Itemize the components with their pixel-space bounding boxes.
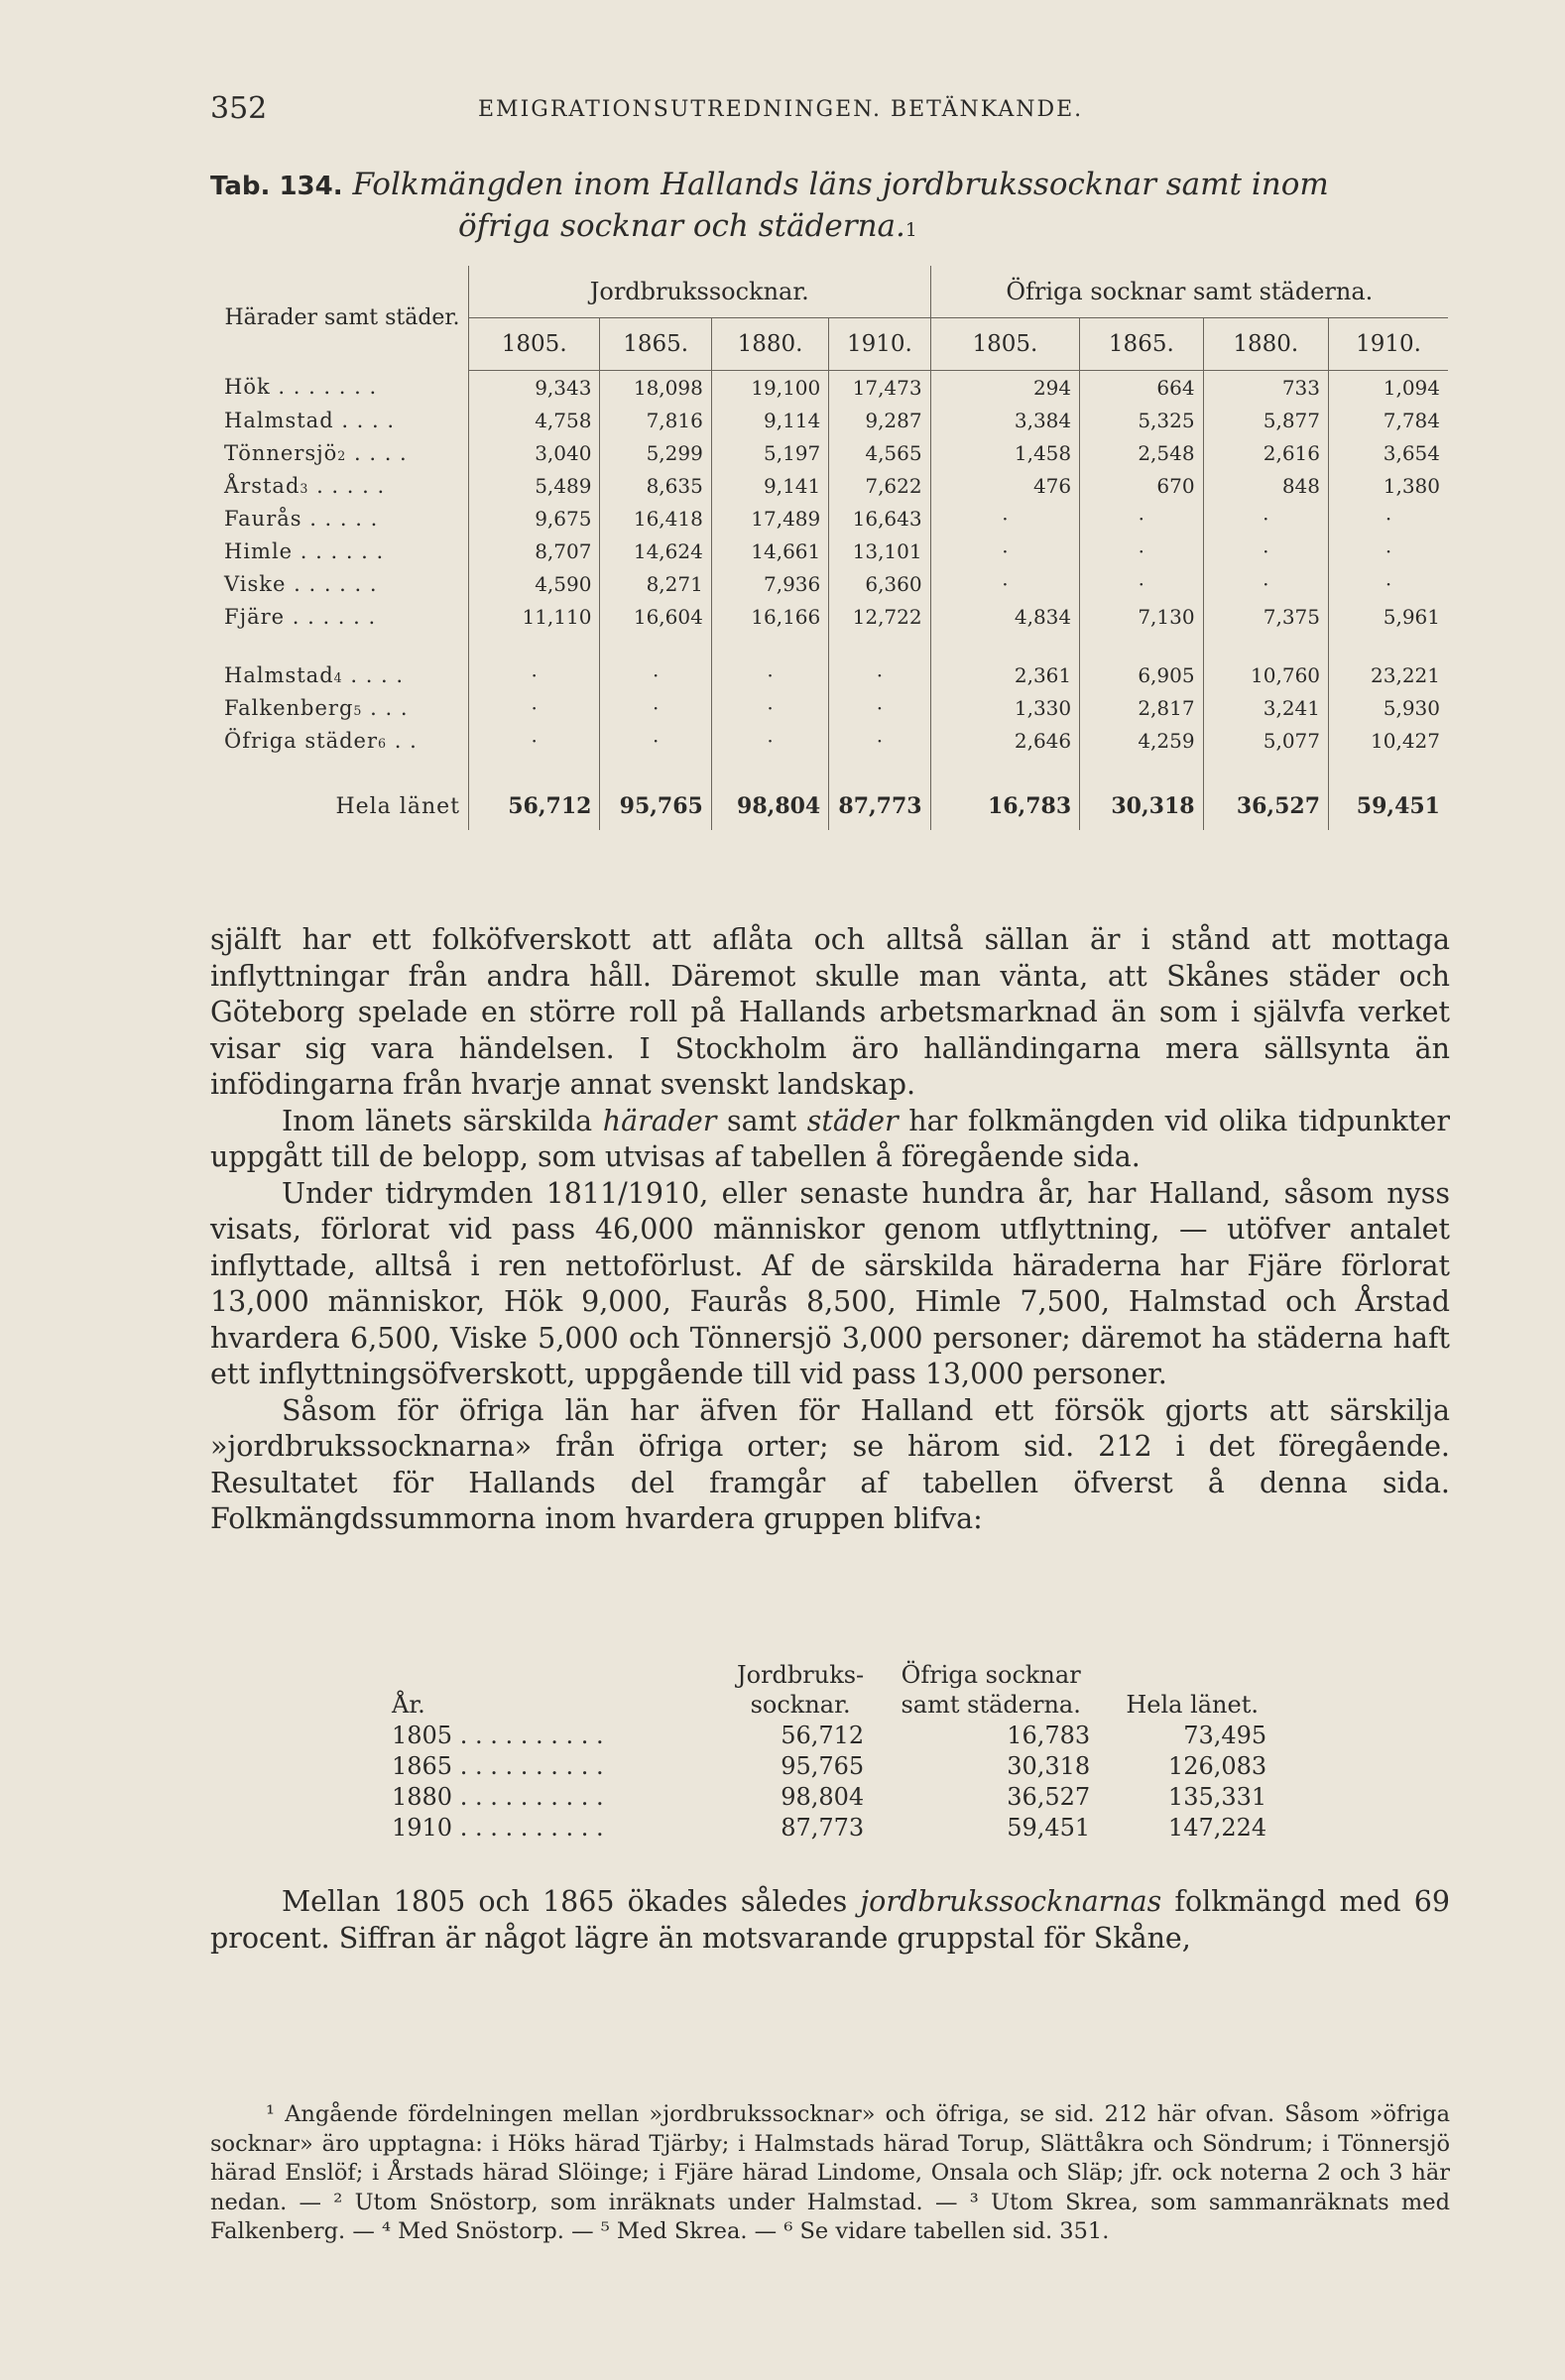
table-cell: 5,877 [1203,404,1328,436]
table-cell: · [930,502,1080,535]
group-header-ofriga: Öfriga socknar samt städerna. [930,266,1448,318]
table-title-line1: Folkmängden inom Hallands läns jordbrukssocknar samt inom [352,167,1329,202]
table-title-line2: öfriga socknar och städerna. [458,208,905,244]
summary-cell: 73,495 [1183,1721,1267,1749]
table-cell: · [1203,535,1328,567]
summary-cell: 147,224 [1167,1813,1267,1842]
year-header: 1865. [600,318,711,371]
table-cell: 8,707 [468,535,599,567]
table-cell: 6,360 [829,567,930,600]
footnote-rule [210,2078,1450,2082]
paragraph: Inom länets särskilda härader samt städer har folkmängden vid olika tidpunkter uppgått till de belopp, som utvisas af tabellen å föregående sida. [210,1104,1451,1173]
table-cell: · [600,658,711,691]
table-cell: 7,130 [1080,600,1203,633]
table-label: Tab. 134. [210,172,343,201]
body-text-continued [210,1884,1450,1957]
table-cell: · [711,691,828,724]
table-cell: 1,330 [930,691,1080,724]
row-label: Halmstad$^4$ . . . . [224,662,405,687]
table-cell: 59,451 [1329,782,1448,830]
table-cell: 7,784 [1329,404,1448,436]
table-row [216,502,1448,535]
year-header: 1865. [1080,318,1203,371]
summary-year: 1910 . . . . . . . . . . [392,1813,604,1842]
table-cell: 13,101 [829,535,930,567]
table-cell: 4,590 [468,567,599,600]
table-cell: · [600,691,711,724]
table-cell: 5,325 [1080,404,1203,436]
row-label: Falkenberg$^5$ . . . [224,695,409,720]
table-row [216,691,1448,724]
table-cell: 16,643 [829,502,930,535]
summary-table [392,1646,1280,1843]
table-cell: 10,760 [1203,658,1328,691]
running-title: EMIGRATIONSUTREDNINGEN. BETÄNKANDE. [478,97,1084,122]
table-cell: · [468,691,599,724]
table-cell: 19,100 [711,371,828,405]
table-cell: 98,804 [711,782,828,830]
footnote-ref: 1 [904,220,917,241]
table-cell: 36,527 [1203,782,1328,830]
table-cell: 5,489 [468,469,599,502]
table-cell: 848 [1203,469,1328,502]
table-cell: 1,380 [1329,469,1448,502]
summary-row [392,1750,1280,1781]
year-header: 1880. [1203,318,1328,371]
paragraph: Mellan 1805 och 1865 ökades således jordbrukssocknarnas folkmängd med 69 procent. Siffran är något lägre än motsvarande gruppstal för Skåne, [210,1885,1450,1955]
table-cell: · [930,535,1080,567]
table-cell: 12,722 [829,600,930,633]
table-cell: 23,221 [1329,658,1448,691]
table-cell: 2,817 [1080,691,1203,724]
table-row [216,567,1448,600]
footnote-text: ¹ Angående fördelningen mellan »jordbrukssocknar» och öfriga, se sid. 212 här ofvan. Såsom »öfriga socknar» äro upptagna: i Höks härad Tjärby; i Halmstads härad Torup, Slättåkra och Söndrum; i Tönnersjö härad Enslöf; i Årstads härad Slöinge; i Fjäre härad Lindome, Onsala och Släp; jfr. ock noterna 2 och 3 här nedan. — ² Utom Snöstorp, som inräknats under Halmstad. — ³ Utom Skrea, som sammanräknats med Falkenberg. — ⁴ Med Snöstorp. — ⁵ Med Skrea. — ⁶ Se vidare tabellen sid. 351. [210,2101,1450,2244]
table-cell: · [1329,535,1448,567]
population-table [216,266,1448,830]
table-cell: 1,458 [930,436,1080,469]
row-label: Fjäre . . . . . . [224,604,377,629]
table-row [216,724,1448,757]
table-cell: 6,905 [1080,658,1203,691]
table-cell: · [1329,502,1448,535]
table-row [216,658,1448,691]
table-cell: 9,114 [711,404,828,436]
table-cell: 2,361 [930,658,1080,691]
table-cell: 3,654 [1329,436,1448,469]
table-cell: 9,343 [468,371,599,405]
table-caption [210,165,1460,246]
summary-row [392,1781,1280,1812]
table-cell: 18,098 [600,371,711,405]
table-cell: 4,565 [829,436,930,469]
summary-cell: 30,318 [1007,1751,1091,1780]
table-cell: 7,375 [1203,600,1328,633]
table-cell: · [711,658,828,691]
table-cell: 11,110 [468,600,599,633]
row-label: Viske . . . . . . [224,571,378,596]
row-label: Hök . . . . . . . [224,375,378,400]
summary-header-ofriga: Öfriga socknar samt städerna. [901,1661,1081,1719]
table-cell: 294 [930,371,1080,405]
year-header: 1805. [468,318,599,371]
table-cell: · [1080,535,1203,567]
table-row [216,782,1448,830]
table-cell: 1,094 [1329,371,1448,405]
year-header: 1910. [829,318,930,371]
table-cell: 9,675 [468,502,599,535]
table-cell: 17,489 [711,502,828,535]
summary-row [392,1720,1280,1750]
year-header: 1805. [930,318,1080,371]
table-cell: · [1080,567,1203,600]
table-cell: 670 [1080,469,1203,502]
table-cell: 16,166 [711,600,828,633]
table-cell: 664 [1080,371,1203,405]
body-text [210,922,1450,1538]
table-cell: 4,259 [1080,724,1203,757]
summary-year: 1805 . . . . . . . . . . [392,1721,604,1749]
table-cell: 9,287 [829,404,930,436]
summary-cell: 98,804 [781,1782,865,1811]
table-cell: 9,141 [711,469,828,502]
table-cell: 3,384 [930,404,1080,436]
table-cell: 87,773 [829,782,930,830]
footnotes [210,2100,1450,2247]
table-cell: · [711,724,828,757]
table-cell: 30,318 [1080,782,1203,830]
row-label: Halmstad . . . . [224,408,396,432]
table-cell: 14,661 [711,535,828,567]
table-cell: · [829,691,930,724]
table-cell: 7,622 [829,469,930,502]
table-cell: 3,040 [468,436,599,469]
table-cell: 16,418 [600,502,711,535]
summary-cell: 87,773 [781,1813,865,1842]
table-cell: · [468,724,599,757]
summary-row [392,1812,1280,1843]
paragraph: Såsom för öfriga län har äfven för Halland ett försök gjorts att särskilja »jordbrukssocknarna» från öfriga orter; se härom sid. 212 i det föregående. Resultatet för Hallands del framgår af tabellen öfverst å denna sida. Folkmängdssummorna inom hvardera gruppen blifva: [210,1393,1450,1535]
summary-cell: 36,527 [1007,1782,1091,1811]
table-cell: 16,783 [930,782,1080,830]
row-label: Årstad$^3$ . . . . . [224,473,386,498]
row-label: Hela länet [335,793,460,819]
table-cell: 7,936 [711,567,828,600]
table-cell: 16,604 [600,600,711,633]
table-cell: 7,816 [600,404,711,436]
table-cell: 476 [930,469,1080,502]
summary-cell: 95,765 [781,1751,865,1780]
table-cell: · [1203,502,1328,535]
table-cell: 10,427 [1329,724,1448,757]
column-header-name: Härader samt städer. [224,304,460,330]
table-cell: · [829,724,930,757]
table-cell: · [829,658,930,691]
summary-header-jordbruk: Jordbruks- socknar. [737,1661,865,1719]
summary-header-year: År. [392,1691,425,1719]
table-cell: · [1203,567,1328,600]
table-row [216,371,1448,405]
table-row [216,469,1448,502]
table-cell: 5,299 [600,436,711,469]
table-cell: 56,712 [468,782,599,830]
table-cell: · [468,658,599,691]
group-header-jordbruk: Jordbrukssocknar. [468,266,930,318]
summary-cell: 16,783 [1007,1721,1091,1749]
summary-header-hela: Hela länet. [1126,1691,1259,1719]
table-cell: 95,765 [600,782,711,830]
summary-cell: 59,451 [1007,1813,1091,1842]
table-row [216,535,1448,567]
table-row [216,436,1448,469]
summary-cell: 126,083 [1167,1751,1267,1780]
table-cell: 14,624 [600,535,711,567]
row-label: Himle . . . . . . [224,538,385,563]
paragraph: själft har ett folköfverskott att aflåta och alltså sällan är i stånd att mottaga inflyttningar från andra håll. Däremot skulle man vänta, att Skånes städer och Göteborg spelade en större roll på Hallands arbetsmarknad än som i självfa verket visar sig vara händelsen. I Stockholm äro halländingarna mera sällsynta än infödingarna från hvarje annat svenskt landskap. [210,923,1450,1101]
table-cell: 8,635 [600,469,711,502]
row-label: Faurås . . . . . [224,506,379,531]
table-cell: 5,930 [1329,691,1448,724]
table-cell: 17,473 [829,371,930,405]
table-row [216,404,1448,436]
summary-cell: 135,331 [1167,1782,1267,1811]
summary-cell: 56,712 [781,1721,865,1749]
table-cell: 733 [1203,371,1328,405]
table-cell: 2,616 [1203,436,1328,469]
table-cell: 5,961 [1329,600,1448,633]
table-cell: 2,646 [930,724,1080,757]
summary-year: 1880 . . . . . . . . . . [392,1782,604,1811]
table-cell: · [930,567,1080,600]
row-label: Öfriga städer$^6$ . . [224,728,418,753]
table-cell: 5,197 [711,436,828,469]
year-header: 1910. [1329,318,1448,371]
table-cell: 3,241 [1203,691,1328,724]
table-cell: 4,758 [468,404,599,436]
page-number: 352 [210,91,268,126]
row-label: Tönnersjö$^2$ . . . . [224,440,408,465]
table-row [216,600,1448,633]
paragraph: Under tidrymden 1811/1910, eller senaste hundra år, har Halland, såsom nyss visats, förlorat vid pass 46,000 människor genom utflyttning, — utöfver antalet inflyttade, alltså i ren nettoförlust. Af de särskilda häraderna har Fjäre förlorat 13,000 människor, Hök 9,000, Faurås 8,500, Himle 7,500, Halmstad och Årstad hvardera 6,500, Viske 5,000 och Tönnersjö 3,000 personer; däremot ha städerna haft ett inflyttningsöfverskott, uppgående till vid pass 13,000 personer. [210,1176,1450,1390]
running-head [210,91,1440,131]
table-cell: 5,077 [1203,724,1328,757]
table-cell: 4,834 [930,600,1080,633]
summary-year: 1865 . . . . . . . . . . [392,1751,604,1780]
table-cell: · [1329,567,1448,600]
table-cell: · [1080,502,1203,535]
year-header: 1880. [711,318,828,371]
table-cell: · [600,724,711,757]
table-cell: 8,271 [600,567,711,600]
table-cell: 2,548 [1080,436,1203,469]
